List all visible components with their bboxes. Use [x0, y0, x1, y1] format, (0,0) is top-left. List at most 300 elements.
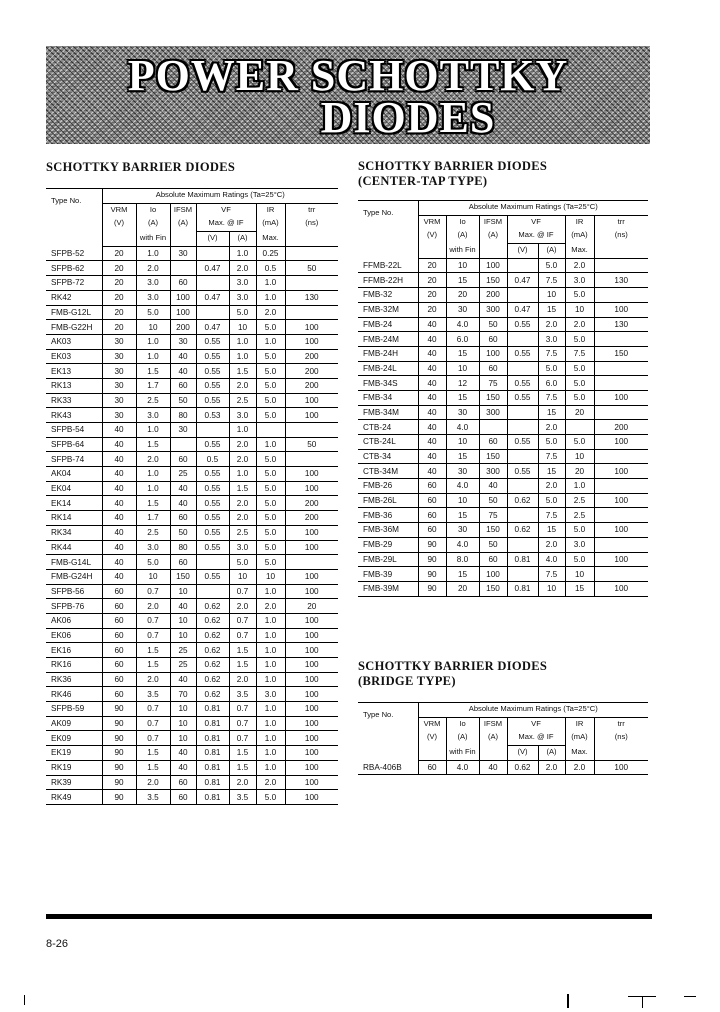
cell-io: 15 [446, 508, 479, 523]
ifsm-note [170, 232, 196, 247]
cell-trr: 200 [285, 511, 338, 526]
cell-io: 12 [446, 376, 479, 391]
cell-type: FMB-24 [358, 317, 418, 332]
cell-trr: 100 [285, 467, 338, 482]
cell-vrm: 40 [102, 569, 136, 584]
cell-ir: 7.5 [565, 346, 594, 361]
io-note: with Fin [136, 232, 170, 247]
cell-ir: 1.0 [256, 731, 285, 746]
cell-io: 1.5 [136, 437, 170, 452]
trr-note [285, 232, 338, 247]
cell-vrm: 40 [102, 423, 136, 438]
cell-vrm: 60 [418, 508, 446, 523]
cell-type: SFPB-72 [46, 276, 102, 291]
cell-vrm: 30 [102, 334, 136, 349]
scan-mark [684, 996, 696, 997]
table-row [46, 584, 338, 599]
cell-io: 1.7 [136, 511, 170, 526]
table-row [46, 452, 338, 467]
cell-vf: 0.62 [196, 643, 229, 658]
cell-io: 1.0 [136, 423, 170, 438]
cell-vrm: 20 [418, 273, 446, 288]
table-row [358, 508, 648, 523]
cell-type: FMB-26 [358, 479, 418, 494]
cell-vf [196, 246, 229, 261]
cell-vf-if: 0.7 [229, 628, 256, 643]
io-note: with Fin [446, 244, 479, 259]
cell-vf-if: 2.5 [229, 393, 256, 408]
cell-type: EK04 [46, 481, 102, 496]
ir-unit: (mA) [565, 229, 594, 243]
cell-vrm: 40 [418, 405, 446, 420]
table-row [46, 672, 338, 687]
absolute-max-ratings-header: Absolute Maximum Ratings (Ta=25°C) [418, 201, 648, 216]
cell-trr [594, 288, 648, 303]
cell-type: SFPB-76 [46, 599, 102, 614]
cell-vrm: 90 [418, 567, 446, 582]
cell-vf: 0.5 [196, 452, 229, 467]
cell-ifsm: 300 [479, 405, 507, 420]
cell-vrm: 60 [102, 584, 136, 599]
cell-vf-if: 2.0 [538, 760, 565, 775]
cell-io: 5.0 [136, 555, 170, 570]
cell-ifsm: 60 [170, 775, 196, 790]
cell-ifsm: 100 [479, 258, 507, 273]
cell-ir: 5.0 [565, 523, 594, 538]
cell-ir: 5.0 [256, 481, 285, 496]
cell-vrm: 60 [418, 760, 446, 775]
cell-vrm: 60 [102, 599, 136, 614]
cell-io: 1.0 [136, 246, 170, 261]
cell-vrm: 60 [418, 493, 446, 508]
cell-vf-if: 0.7 [229, 702, 256, 717]
cell-vrm: 90 [102, 790, 136, 805]
cell-type: FMB-36 [358, 508, 418, 523]
cell-trr: 130 [594, 273, 648, 288]
cell-type: FMB-36M [358, 523, 418, 538]
cell-type: SFPB-64 [46, 437, 102, 452]
cell-vf: 0.62 [196, 628, 229, 643]
cell-io: 20 [446, 288, 479, 303]
vrm-header: VRM [418, 717, 446, 731]
table-row [46, 467, 338, 482]
cell-trr: 100 [594, 390, 648, 405]
cell-vrm: 90 [418, 581, 446, 596]
table-row [358, 479, 648, 494]
cell-type: FMB-29 [358, 537, 418, 552]
cell-ifsm: 40 [170, 364, 196, 379]
cell-type: FMB-32 [358, 288, 418, 303]
table-row [46, 760, 338, 775]
cell-vrm: 90 [102, 746, 136, 761]
cell-type: RK44 [46, 540, 102, 555]
cell-vf: 0.55 [196, 437, 229, 452]
cell-vf-if: 3.0 [538, 332, 565, 347]
trr-unit: (ns) [614, 230, 628, 240]
cell-vf-if: 7.5 [538, 449, 565, 464]
table-row [46, 261, 338, 276]
cell-ifsm: 40 [170, 349, 196, 364]
table-row [358, 537, 648, 552]
vf-header: VF [507, 717, 565, 731]
cell-vrm: 40 [418, 435, 446, 450]
cell-ir: 0.5 [256, 261, 285, 276]
cell-io: 10 [446, 258, 479, 273]
table-row [46, 481, 338, 496]
cell-vf: 0.55 [196, 569, 229, 584]
table-row [46, 290, 338, 305]
cell-io: 2.0 [136, 261, 170, 276]
cell-vrm: 40 [418, 317, 446, 332]
cell-io: 15 [446, 346, 479, 361]
cell-type: AK09 [46, 716, 102, 731]
cell-ifsm: 200 [170, 320, 196, 335]
cell-ir: 2.0 [256, 599, 285, 614]
table-row [358, 464, 648, 479]
cell-trr: 100 [285, 790, 338, 805]
table-row [358, 346, 648, 361]
cell-type: SFPB-74 [46, 452, 102, 467]
cell-io: 3.0 [136, 540, 170, 555]
cell-ifsm: 40 [170, 599, 196, 614]
table-row [46, 746, 338, 761]
cell-type: FMB-39M [358, 581, 418, 596]
cell-vrm: 40 [102, 452, 136, 467]
cell-vf-if: 2.0 [229, 599, 256, 614]
vf-amps-unit: (A) [538, 746, 565, 761]
table-row [358, 760, 648, 775]
cell-trr: 100 [285, 672, 338, 687]
cell-ir: 10 [256, 569, 285, 584]
cell-vrm: 20 [102, 246, 136, 261]
table-row [358, 493, 648, 508]
cell-type: EK03 [46, 349, 102, 364]
cell-io: 1.7 [136, 378, 170, 393]
io-header: Io [446, 717, 479, 731]
cell-trr: 100 [594, 302, 648, 317]
cell-io: 3.5 [136, 790, 170, 805]
cell-type: CTB-24 [358, 420, 418, 435]
cell-ifsm: 40 [170, 481, 196, 496]
cell-vrm: 60 [102, 613, 136, 628]
cell-vf-if: 10 [229, 320, 256, 335]
ir-unit: (mA) [256, 217, 285, 231]
cell-vf: 0.55 [196, 334, 229, 349]
cell-ir: 2.0 [256, 775, 285, 790]
cell-vf [196, 584, 229, 599]
cell-vf-if: 3.0 [229, 290, 256, 305]
cell-type: FMB-G14L [46, 555, 102, 570]
cell-ifsm: 50 [479, 493, 507, 508]
cell-vf [507, 361, 538, 376]
cell-ifsm [170, 261, 196, 276]
cell-vrm: 30 [102, 393, 136, 408]
table-row [46, 775, 338, 790]
cell-io: 2.0 [136, 452, 170, 467]
cell-vf: 0.55 [196, 481, 229, 496]
table-row [46, 643, 338, 658]
cell-vf [196, 276, 229, 291]
cell-ifsm: 60 [170, 511, 196, 526]
cell-io: 30 [446, 523, 479, 538]
cell-ir: 5.0 [256, 511, 285, 526]
cell-io: 0.7 [136, 731, 170, 746]
cell-ifsm: 25 [170, 643, 196, 658]
cell-type: SFPB-54 [46, 423, 102, 438]
cell-vf-if: 4.0 [538, 552, 565, 567]
cell-vf-if: 2.0 [229, 672, 256, 687]
cell-ifsm: 60 [479, 552, 507, 567]
cell-trr: 50 [285, 261, 338, 276]
table-row [46, 496, 338, 511]
cell-vf: 0.55 [196, 467, 229, 482]
cell-ir: 1.0 [256, 334, 285, 349]
cell-vrm: 40 [418, 376, 446, 391]
cell-type: EK09 [46, 731, 102, 746]
cell-trr [594, 567, 648, 582]
cell-io: 3.5 [136, 687, 170, 702]
cell-vf: 0.81 [196, 775, 229, 790]
cell-ifsm: 30 [170, 246, 196, 261]
cell-vrm: 40 [102, 496, 136, 511]
cell-vf: 0.55 [196, 364, 229, 379]
cell-type: FMB-G12L [46, 305, 102, 320]
cell-ir: 5.0 [256, 320, 285, 335]
cell-type: EK16 [46, 643, 102, 658]
ir-header: IR [565, 215, 594, 229]
cell-ir [565, 420, 594, 435]
cell-ir: 20 [565, 405, 594, 420]
cell-vf-if: 1.0 [229, 246, 256, 261]
table-row [358, 288, 648, 303]
cell-ifsm: 10 [170, 716, 196, 731]
table-row [46, 423, 338, 438]
cell-ir: 20 [565, 464, 594, 479]
cell-vf: 0.47 [507, 273, 538, 288]
cell-vf-if: 15 [538, 464, 565, 479]
table-row [46, 555, 338, 570]
cell-trr: 100 [285, 334, 338, 349]
cell-ir: 2.0 [256, 305, 285, 320]
cell-vf [507, 258, 538, 273]
cell-io: 4.0 [446, 479, 479, 494]
cell-ir: 5.0 [565, 288, 594, 303]
ifsm-unit: (A) [170, 217, 196, 231]
cell-type: RK14 [46, 511, 102, 526]
cell-ir: 1.0 [256, 276, 285, 291]
vf-header: VF [507, 215, 565, 229]
cell-ir: 2.0 [565, 760, 594, 775]
cell-trr: 100 [285, 760, 338, 775]
cell-vf-if: 10 [229, 569, 256, 584]
cell-ifsm: 70 [170, 687, 196, 702]
cell-io: 4.0 [446, 317, 479, 332]
section-heading-bridge [358, 659, 547, 689]
cell-io: 3.0 [136, 276, 170, 291]
section-heading-bridge-line2: (BRIDGE TYPE) [358, 674, 456, 688]
cell-vf: 0.62 [507, 493, 538, 508]
cell-vrm: 60 [102, 628, 136, 643]
table-row [358, 273, 648, 288]
cell-type: EK13 [46, 364, 102, 379]
cell-vf: 0.47 [196, 290, 229, 305]
cell-vf: 0.81 [507, 552, 538, 567]
cell-ifsm: 80 [170, 540, 196, 555]
cell-trr: 100 [285, 716, 338, 731]
cell-type: FMB-G22H [46, 320, 102, 335]
title-banner [46, 46, 650, 144]
table-row [358, 449, 648, 464]
cell-ifsm: 150 [479, 390, 507, 405]
cell-vrm: 40 [102, 540, 136, 555]
cell-trr [285, 555, 338, 570]
table-row [358, 405, 648, 420]
cell-vf-if: 6.0 [538, 376, 565, 391]
cell-type: SFPB-59 [46, 702, 102, 717]
cell-type: FMB-29L [358, 552, 418, 567]
cell-ir: 5.0 [256, 467, 285, 482]
cell-ifsm [479, 420, 507, 435]
cell-ir: 1.0 [256, 760, 285, 775]
cell-type: RK13 [46, 378, 102, 393]
cell-vf-if: 2.0 [538, 537, 565, 552]
io-note: with Fin [446, 746, 479, 761]
cell-vf: 0.62 [196, 613, 229, 628]
scan-mark [567, 994, 569, 1008]
cell-trr: 100 [285, 628, 338, 643]
cell-type: EK06 [46, 628, 102, 643]
cell-io: 4.0 [446, 537, 479, 552]
cell-vf-if: 1.0 [229, 334, 256, 349]
cell-ir: 5.0 [565, 435, 594, 450]
cell-type: RK49 [46, 790, 102, 805]
ir-note: Max. [565, 746, 594, 761]
cell-vf-if: 0.7 [229, 584, 256, 599]
cell-vrm: 40 [102, 467, 136, 482]
cell-ir: 5.0 [256, 364, 285, 379]
table-row [358, 435, 648, 450]
cell-io: 30 [446, 464, 479, 479]
cell-vrm: 90 [102, 716, 136, 731]
cell-vf-if: 0.7 [229, 731, 256, 746]
cell-trr [285, 423, 338, 438]
cell-ir: 5.0 [256, 378, 285, 393]
cell-trr [594, 479, 648, 494]
cell-ifsm: 40 [170, 496, 196, 511]
cell-ifsm: 25 [170, 467, 196, 482]
table-row [46, 525, 338, 540]
cell-vrm: 90 [102, 760, 136, 775]
cell-ir: 5.0 [256, 555, 285, 570]
cell-type: FMB-34S [358, 376, 418, 391]
cell-vrm: 40 [418, 332, 446, 347]
cell-trr: 130 [594, 317, 648, 332]
cell-vf-if: 1.0 [229, 467, 256, 482]
ifsm-note [479, 244, 507, 259]
cell-ir: 5.0 [256, 393, 285, 408]
cell-vrm: 90 [102, 702, 136, 717]
cell-trr: 100 [285, 525, 338, 540]
cell-trr: 100 [285, 658, 338, 673]
cell-vf-if: 5.0 [229, 555, 256, 570]
cell-vf-if: 7.5 [538, 390, 565, 405]
cell-type: FMB-34 [358, 390, 418, 405]
cell-ifsm: 60 [170, 555, 196, 570]
cell-vrm: 90 [102, 731, 136, 746]
cell-ifsm: 75 [479, 508, 507, 523]
cell-vf-if: 3.0 [229, 540, 256, 555]
bottom-rule [46, 914, 652, 919]
table-row [46, 687, 338, 702]
cell-io: 2.5 [136, 393, 170, 408]
vrm-unit: (V) [102, 217, 136, 231]
cell-vf: 0.81 [196, 731, 229, 746]
table-row [46, 334, 338, 349]
table-row [46, 305, 338, 320]
cell-ifsm: 100 [479, 346, 507, 361]
cell-vrm: 40 [418, 390, 446, 405]
cell-ifsm: 100 [479, 567, 507, 582]
type-column-header: Type No. [358, 201, 418, 259]
trr-header: trr [617, 216, 625, 226]
cell-ir: 1.0 [256, 290, 285, 305]
cell-ir: 2.5 [565, 493, 594, 508]
cell-ifsm: 100 [170, 305, 196, 320]
type-column-header: Type No. [46, 189, 102, 247]
cell-io: 1.0 [136, 481, 170, 496]
cell-vf-if: 3.0 [229, 408, 256, 423]
cell-vf: 0.81 [196, 746, 229, 761]
cell-vrm: 20 [102, 290, 136, 305]
cell-vrm: 40 [102, 437, 136, 452]
cell-type: FMB-34M [358, 405, 418, 420]
cell-vrm: 20 [418, 258, 446, 273]
cell-type: FMB-24L [358, 361, 418, 376]
cell-ir: 1.0 [256, 584, 285, 599]
cell-vrm: 90 [418, 537, 446, 552]
cell-io: 2.0 [136, 672, 170, 687]
table-row [46, 246, 338, 261]
vf-header: VF [196, 203, 256, 217]
cell-ifsm: 25 [170, 658, 196, 673]
cell-ir: 1.0 [256, 746, 285, 761]
cell-vf-if: 15 [538, 405, 565, 420]
vrm-note [418, 746, 446, 761]
cell-ifsm: 60 [170, 452, 196, 467]
vrm-note [418, 244, 446, 259]
cell-ir: 5.0 [256, 452, 285, 467]
vf-condition: Max. @ IF [507, 229, 565, 243]
cell-ir: 5.0 [256, 408, 285, 423]
cell-type: RK43 [46, 408, 102, 423]
cell-ir: 2.0 [565, 317, 594, 332]
cell-ifsm: 30 [170, 423, 196, 438]
cell-type: RK33 [46, 393, 102, 408]
cell-io: 0.7 [136, 584, 170, 599]
cell-ifsm: 40 [479, 760, 507, 775]
cell-ifsm: 100 [170, 290, 196, 305]
table-row [358, 361, 648, 376]
trr-header: trr [308, 204, 316, 214]
cell-trr: 100 [285, 584, 338, 599]
cell-vf: 0.55 [196, 393, 229, 408]
cell-type: FFMB-22H [358, 273, 418, 288]
table-row [46, 658, 338, 673]
table-row [46, 790, 338, 805]
cell-vrm: 60 [418, 523, 446, 538]
table-row [46, 320, 338, 335]
cell-vrm: 60 [102, 658, 136, 673]
